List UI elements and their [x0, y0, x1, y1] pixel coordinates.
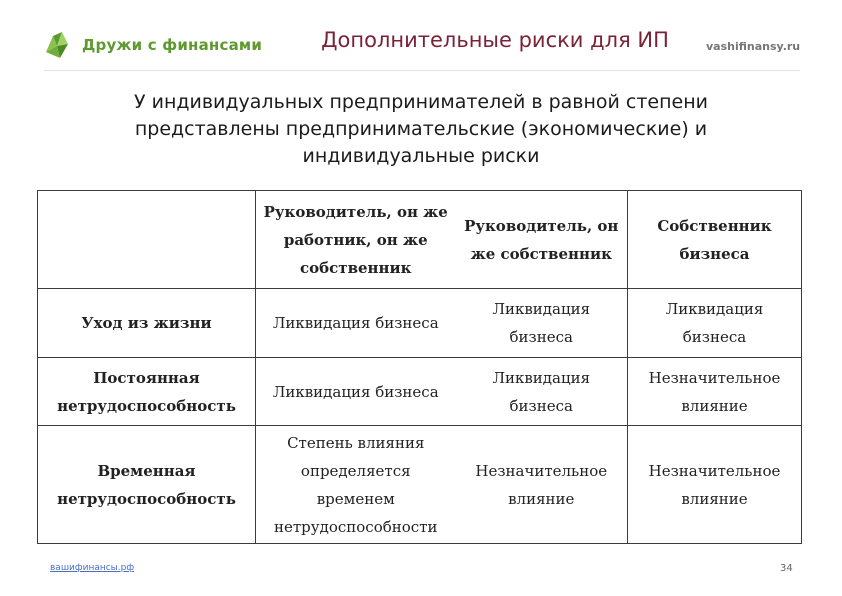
- table-cell: Ликвидация бизнеса: [456, 358, 628, 426]
- table-row: [38, 289, 802, 358]
- table-header-cell: Собственник бизнеса: [628, 191, 802, 289]
- logo-text: Дружи с финансами: [82, 36, 263, 54]
- site-url: vashifinansy.ru: [706, 40, 801, 53]
- logo-icon: [44, 30, 74, 60]
- risk-table: [37, 190, 802, 544]
- table-cell: Ликвидация бизнеса: [256, 289, 456, 358]
- table-row-header: Уход из жизни: [38, 289, 256, 358]
- table-cell: Ликвидация бизнеса: [456, 289, 628, 358]
- table-cell: Незначительное влияние: [456, 426, 628, 544]
- table-cell: Степень влияния определяется временем нетрудоспособности: [256, 426, 456, 544]
- table-row-header: Постоянная нетрудоспособность: [38, 358, 256, 426]
- table-row: [38, 358, 802, 426]
- table-header-cell: Руководитель, он же собственник: [456, 191, 628, 289]
- table-cell: Ликвидация бизнеса: [256, 358, 456, 426]
- header-divider: [44, 70, 800, 71]
- table-header-cell: Руководитель, он же работник, он же собственник: [256, 191, 456, 289]
- table-cell: Незначительное влияние: [628, 426, 802, 544]
- footer-link[interactable]: вашифинансы.рф: [50, 563, 135, 573]
- intro-text: У индивидуальных предпринимателей в равной степени представлены предпринимательские (экономические) и индивидуальные риски: [133, 91, 709, 167]
- table-row-header: Временная нетрудоспособность: [38, 426, 256, 544]
- table-cell: Незначительное влияние: [628, 358, 802, 426]
- table-row: [38, 426, 802, 544]
- table-cell: Ликвидация бизнеса: [628, 289, 802, 358]
- logo: [44, 30, 262, 60]
- table-header-row: [38, 191, 802, 289]
- page-title: Дополнительные риски для ИП: [321, 28, 669, 52]
- table-header-cell: [38, 191, 256, 289]
- page-number: 34: [780, 563, 793, 574]
